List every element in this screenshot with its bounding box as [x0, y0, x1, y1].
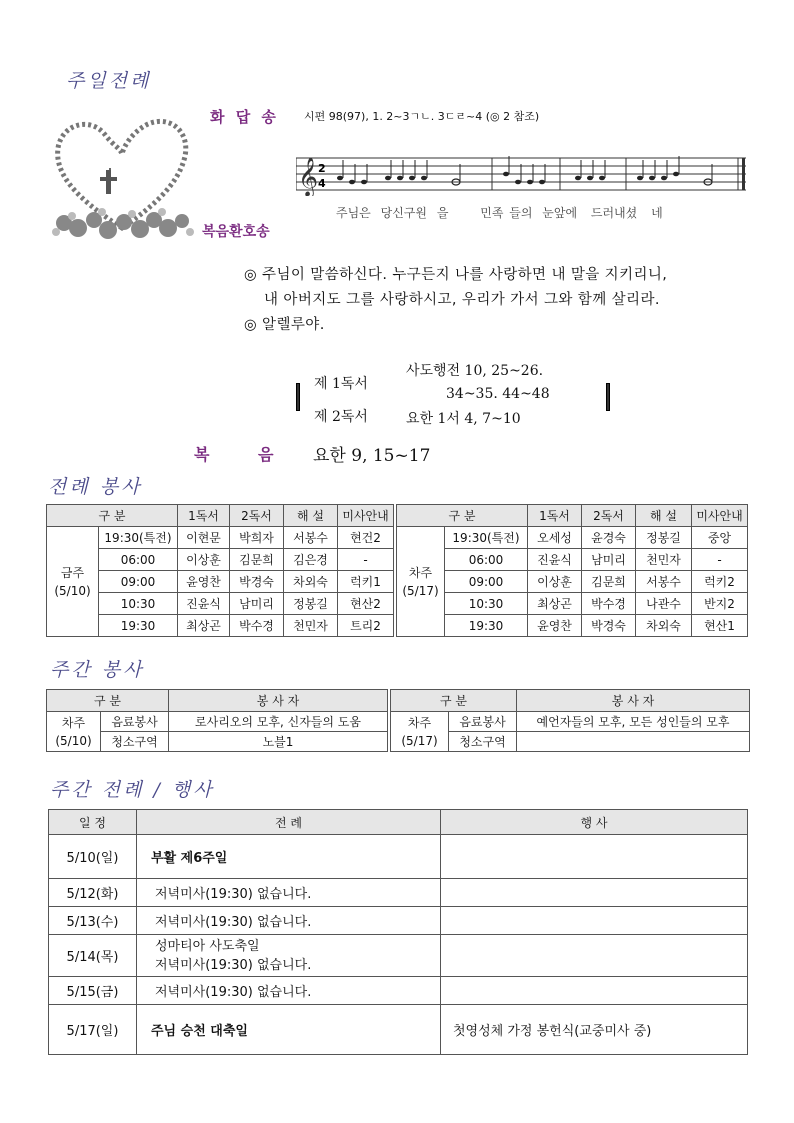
weekly-table-left [46, 689, 388, 752]
reader1-cell: 진윤식 [178, 593, 230, 615]
first-reading-label: 제 1독서 [314, 376, 368, 392]
event-cell [441, 879, 748, 907]
header-category: 구 분 [397, 505, 528, 527]
reader2-cell: 남미리 [582, 549, 636, 571]
liturgy-text: 저녁미사(19:30) 없습니다. [155, 915, 312, 930]
svg-text:𝄞: 𝄞 [298, 157, 319, 196]
week-label: 차주 [407, 715, 432, 730]
psalm-label: 화 답 송 [210, 108, 279, 126]
week-cell [391, 712, 449, 752]
cleaning-area-label: 청소구역 [101, 732, 169, 752]
first-reading-ref: 사도행전 10, 25~26. [406, 363, 544, 379]
guide-cell: 중앙 [692, 527, 748, 549]
cleaning-area-value: 노블1 [169, 732, 388, 752]
guide-cell: 럭키2 [692, 571, 748, 593]
lyric: 당신구원 [380, 206, 427, 220]
gospel-reference: 요한 9, 15~17 [313, 446, 431, 466]
commentator-cell: 차외숙 [284, 571, 338, 593]
second-reading-label: 제 2독서 [314, 409, 368, 425]
reader1-cell: 최상곤 [178, 615, 230, 637]
second-reading-ref: 요한 1서 4, 7~10 [406, 411, 521, 427]
guide-cell: 럭키1 [338, 571, 394, 593]
liturgy-cell [137, 935, 441, 977]
header-date: 일 정 [49, 810, 137, 835]
commentator-cell: 서봉수 [284, 527, 338, 549]
liturgy-table-left [46, 504, 394, 637]
gospel-acclamation-label: 복음환호송 [202, 224, 270, 240]
liturgy-cell [137, 977, 441, 1005]
commentator-cell: 정봉길 [284, 593, 338, 615]
time-cell: 19:30(특전) [99, 527, 178, 549]
liturgy-text-2: 저녁미사(19:30) 없습니다. [155, 957, 312, 973]
event-cell: 첫영성체 가정 봉헌식(교중미사 중) [441, 1005, 748, 1055]
reader1-cell: 이현문 [178, 527, 230, 549]
reader2-cell: 김문희 [582, 571, 636, 593]
date-cell: 5/13(수) [49, 907, 137, 935]
reader1-cell: 오세성 [528, 527, 582, 549]
bracket-left [296, 383, 300, 411]
drink-service-label: 음료봉사 [101, 712, 169, 732]
time-cell: 10:30 [99, 593, 178, 615]
liturgy-cell [137, 1005, 441, 1055]
time-cell: 19:30 [99, 615, 178, 637]
lyric: 네 [651, 206, 663, 220]
header-category: 구 분 [391, 690, 517, 712]
reader2-cell: 박희자 [230, 527, 284, 549]
guide-cell: - [338, 549, 394, 571]
liturgy-cell [137, 835, 441, 879]
reader1-cell: 최상곤 [528, 593, 582, 615]
commentator-cell: 차외숙 [636, 615, 692, 637]
liturgy-text: 저녁미사(19:30) 없습니다. [155, 887, 312, 902]
commentator-cell: 천민자 [636, 549, 692, 571]
lyric: 들의 [509, 206, 533, 220]
time-cell: 09:00 [445, 571, 528, 593]
gospel-label-2: 음 [258, 445, 274, 464]
section-title-liturgy: 전례 봉사 [48, 476, 143, 498]
gospel-acclamation-text [244, 263, 667, 338]
guide-cell: 트리2 [338, 615, 394, 637]
header-commentary: 해 설 [284, 505, 338, 527]
commentator-cell: 나관수 [636, 593, 692, 615]
liturgy-text: 저녁미사(19:30) 없습니다. [155, 985, 312, 1000]
rosary-heart-illustration [44, 108, 200, 243]
liturgy-text: 부활 제6주일 [151, 851, 228, 866]
lyric: 드러내셨 [590, 206, 638, 220]
header-reading1: 1독서 [528, 505, 582, 527]
date-cell: 5/17(일) [49, 1005, 137, 1055]
first-reading-ref-cont: 34~35. 44~48 [446, 386, 550, 402]
psalm-lyrics [336, 204, 663, 221]
reader1-cell: 윤영찬 [178, 571, 230, 593]
schedule-table [48, 809, 748, 1055]
drink-service-label: 음료봉사 [449, 712, 517, 732]
svg-text:2: 2 [318, 162, 326, 175]
liturgy-text: 주님 승천 대축일 [151, 1024, 248, 1039]
commentator-cell: 천민자 [284, 615, 338, 637]
week-label: 금주 [60, 565, 85, 580]
acclamation-line: ◎ 주님이 말씀하신다. 누구든지 나를 사랑하면 내 말을 지키리니, [244, 267, 668, 283]
section-title-weekly: 주간 봉사 [50, 659, 145, 681]
reader1-cell: 이상훈 [178, 549, 230, 571]
psalm-reference: 시편 98(97), 1. 2~3ㄱㄴ. 3ㄷㄹ~4 (◎ 2 참조) [304, 110, 540, 123]
week-date: (5/17) [401, 733, 438, 748]
guide-cell: - [692, 549, 748, 571]
reader2-cell: 박경숙 [230, 571, 284, 593]
liturgy-text: 성마티아 사도축일 [155, 938, 260, 954]
date-cell: 5/12(화) [49, 879, 137, 907]
week-cell [47, 527, 99, 637]
header-guide: 미사안내 [692, 505, 748, 527]
week-cell [47, 712, 101, 752]
header-reading2: 2독서 [582, 505, 636, 527]
time-cell: 19:30 [445, 615, 528, 637]
lyric: 주님은 [336, 206, 371, 220]
week-label: 차주 [61, 715, 86, 730]
time-cell: 09:00 [99, 571, 178, 593]
commentator-cell: 정봉길 [636, 527, 692, 549]
header-reading1: 1독서 [178, 505, 230, 527]
event-cell [441, 835, 748, 879]
cleaning-area-label: 청소구역 [449, 732, 517, 752]
week-label: 차주 [408, 565, 433, 580]
section-title-events: 주간 전례 / 행사 [50, 779, 215, 801]
event-cell [441, 907, 748, 935]
date-cell: 5/10(일) [49, 835, 137, 879]
commentator-cell: 김은경 [284, 549, 338, 571]
guide-cell: 반지2 [692, 593, 748, 615]
reader2-cell: 박수경 [230, 615, 284, 637]
reader2-cell: 남미리 [230, 593, 284, 615]
reader1-cell: 윤영찬 [528, 615, 582, 637]
header-servants: 봉 사 자 [517, 690, 750, 712]
header-servants: 봉 사 자 [169, 690, 388, 712]
liturgy-table-right [396, 504, 748, 637]
week-date: (5/10) [55, 733, 92, 748]
time-cell: 19:30(특전) [445, 527, 528, 549]
weekly-table-right [390, 689, 750, 752]
section-title-sunday: 주일전례 [66, 70, 152, 92]
header-liturgy: 전 례 [137, 810, 441, 835]
lyric: 을 [436, 206, 449, 220]
reader1-cell: 진윤식 [528, 549, 582, 571]
drink-service-value: 로사리오의 모후, 신자들의 도움 [169, 712, 388, 732]
reader2-cell: 윤경숙 [582, 527, 636, 549]
week-date: (5/17) [402, 583, 439, 598]
date-cell: 5/14(목) [49, 935, 137, 977]
lyric: 민족 [480, 206, 504, 220]
reader2-cell: 김문희 [230, 549, 284, 571]
header-reading2: 2독서 [230, 505, 284, 527]
lyric: 눈앞에 [542, 206, 578, 220]
reader2-cell: 박수경 [582, 593, 636, 615]
week-cell [397, 527, 445, 637]
time-cell: 10:30 [445, 593, 528, 615]
reader2-cell: 박경숙 [582, 615, 636, 637]
week-date: (5/10) [54, 583, 91, 598]
commentator-cell: 서봉수 [636, 571, 692, 593]
gospel-label-1: 복 [194, 445, 210, 464]
header-category: 구 분 [47, 505, 178, 527]
music-staff [296, 152, 750, 196]
guide-cell: 현산1 [692, 615, 748, 637]
time-cell: 06:00 [99, 549, 178, 571]
header-category: 구 분 [47, 690, 169, 712]
acclamation-line: ◎ 알렐루야. [244, 317, 325, 333]
bracket-right [606, 383, 610, 411]
acclamation-line: 내 아버지도 그를 사랑하시고, 우리가 가서 그와 함께 살리라. [264, 292, 660, 308]
event-cell [441, 977, 748, 1005]
event-cell [441, 935, 748, 977]
date-cell: 5/15(금) [49, 977, 137, 1005]
svg-text:4: 4 [318, 177, 326, 190]
liturgy-cell [137, 879, 441, 907]
guide-cell: 현산2 [338, 593, 394, 615]
liturgy-cell [137, 907, 441, 935]
header-events: 행 사 [441, 810, 748, 835]
header-guide: 미사안내 [338, 505, 394, 527]
header-commentary: 해 설 [636, 505, 692, 527]
guide-cell: 현건2 [338, 527, 394, 549]
reader1-cell: 이상훈 [528, 571, 582, 593]
cleaning-area-value [517, 732, 750, 752]
drink-service-value: 예언자들의 모후, 모든 성인들의 모후 [517, 712, 750, 732]
time-cell: 06:00 [445, 549, 528, 571]
